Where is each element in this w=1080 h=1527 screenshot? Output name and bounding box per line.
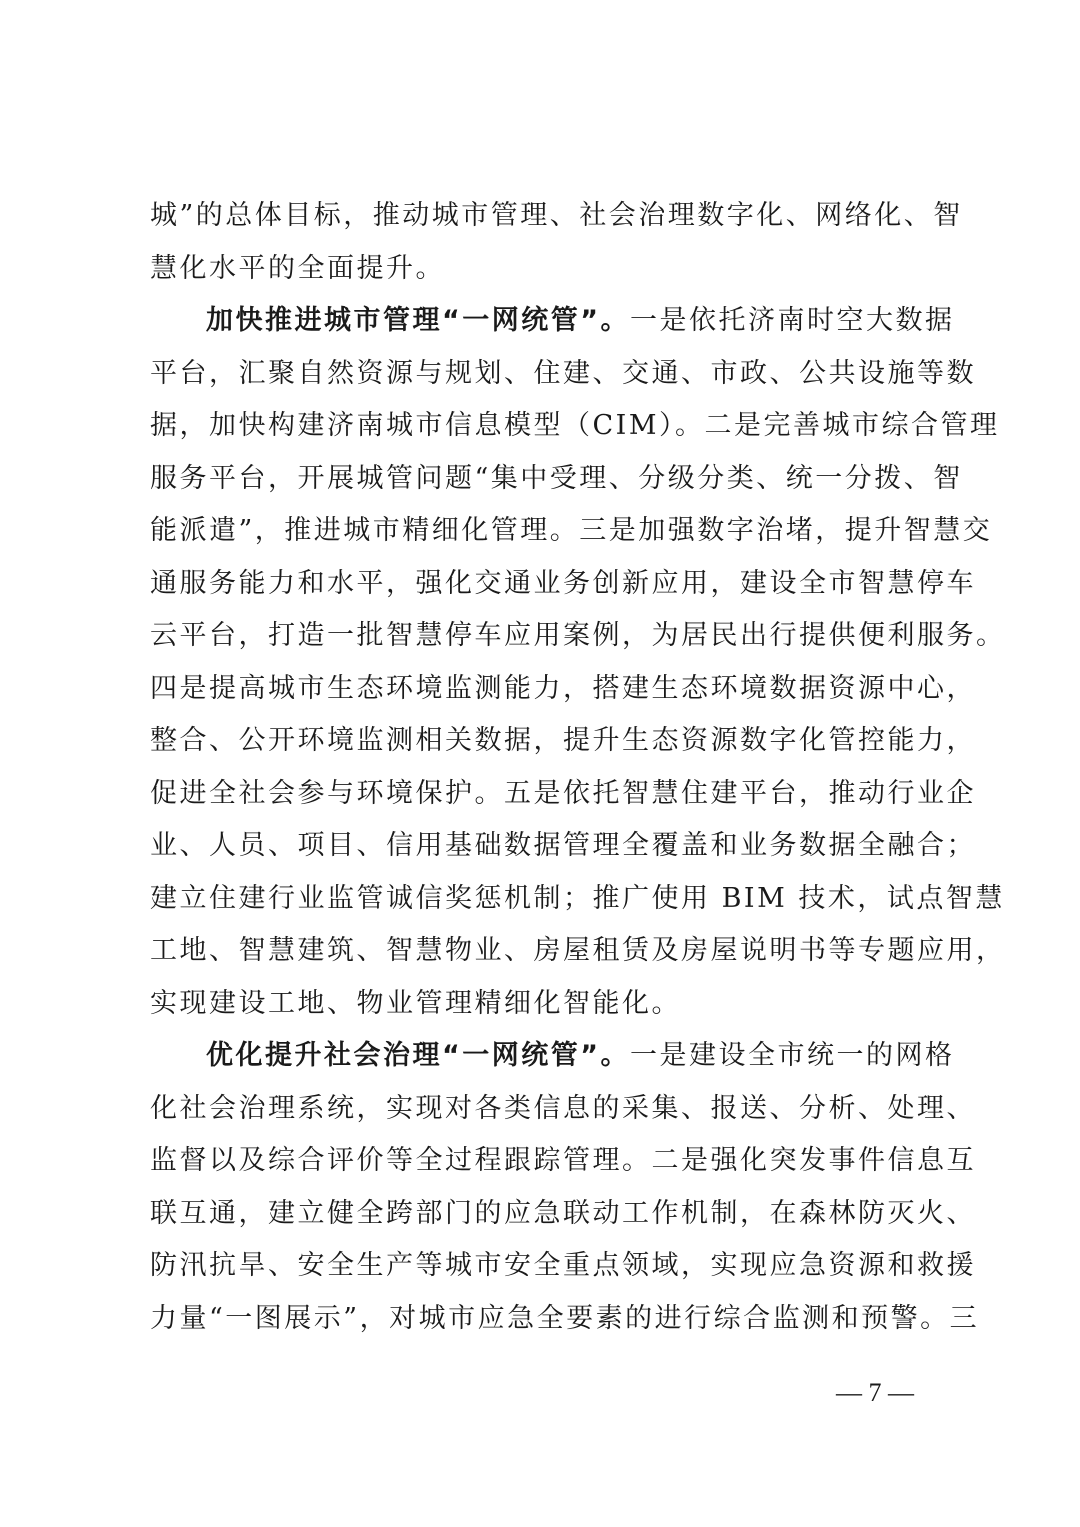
text-line (150, 1083, 976, 1136)
text-line (150, 453, 963, 506)
line-text: 建立住建行业监管诚信奖惩机制；推广使用 BIM 技术，试点智慧 (150, 882, 1005, 914)
line-text: 一是依托济南时空大数据 (630, 305, 955, 336)
line-text: 化社会治理系统，实现对各类信息的采集、报送、分析、处理、 (150, 1092, 976, 1124)
text-line (150, 663, 976, 716)
text-line (150, 1293, 980, 1346)
text-line (150, 190, 963, 243)
text-line (150, 295, 955, 348)
line-text: 能派遣”，推进城市精细化管理。三是加强数字治堵，提升智慧交 (150, 515, 993, 546)
line-text: 力量“一图展示”，对城市应急全要素的进行综合监测和预警。三 (150, 1302, 980, 1334)
text-line (150, 1135, 976, 1188)
section-heading: 加快推进城市管理“一网统管”。 (206, 305, 630, 336)
text-line (150, 768, 976, 821)
text-line (150, 243, 950, 296)
line-text: 联互通，建立健全跨部门的应急联动工作机制，在森林防灭火、 (150, 1197, 976, 1229)
line-text: 促进全社会参与环境保护。五是依托智慧住建平台，推动行业企 (150, 777, 976, 809)
line-text: 监督以及综合评价等全过程跟踪管理。二是强化突发事件信息互 (150, 1145, 976, 1176)
line-text: 四是提高城市生态环境监测能力，搭建生态环境数据资源中心， (150, 672, 976, 704)
text-line (150, 400, 1000, 453)
text-line (150, 978, 950, 1031)
line-text: 业、人员、项目、信用基础数据管理全覆盖和业务数据全融合； (150, 830, 976, 861)
text-line (150, 925, 1006, 978)
text-line (150, 1240, 976, 1293)
line-text: 城”的总体目标，推动城市管理、社会治理数字化、网络化、智 (150, 200, 963, 231)
line-text: 整合、公开环境监测相关数据，提升生态资源数字化管控能力， (150, 725, 976, 756)
text-line (150, 715, 976, 768)
line-text: 通服务能力和水平，强化交通业务创新应用，建设全市智慧停车 (150, 567, 976, 599)
text-line (150, 873, 1005, 926)
text-line (150, 820, 976, 873)
text-line (150, 1030, 955, 1083)
text-line (150, 558, 976, 611)
text-line (150, 1188, 976, 1241)
text-line (150, 610, 1006, 663)
line-text: 慧化水平的全面提升。 (150, 252, 445, 284)
text-line (150, 348, 976, 401)
line-text: 一是建设全市统一的网格 (630, 1040, 955, 1071)
page-number: — 7 — (836, 1378, 914, 1407)
line-text: 平台，汇聚自然资源与规划、住建、交通、市政、公共设施等数 (150, 357, 976, 389)
line-text: 云平台，打造一批智慧停车应用案例，为居民出行提供便利服务。 (150, 620, 1006, 651)
line-text: 实现建设工地、物业管理精细化智能化。 (150, 987, 681, 1019)
body-text (150, 190, 1006, 1345)
text-line (150, 505, 993, 558)
line-text: 防汛抗旱、安全生产等城市安全重点领域，实现应急资源和救援 (150, 1250, 976, 1281)
line-text: 服务平台，开展城管问题“集中受理、分级分类、统一分拨、智 (150, 462, 963, 494)
section-heading: 优化提升社会治理“一网统管”。 (206, 1040, 630, 1071)
line-text: 工地、智慧建筑、智慧物业、房屋租赁及房屋说明书等专题应用， (150, 935, 1006, 966)
line-text: 据，加快构建济南城市信息模型（CIM）。二是完善城市综合管理 (150, 410, 1000, 441)
